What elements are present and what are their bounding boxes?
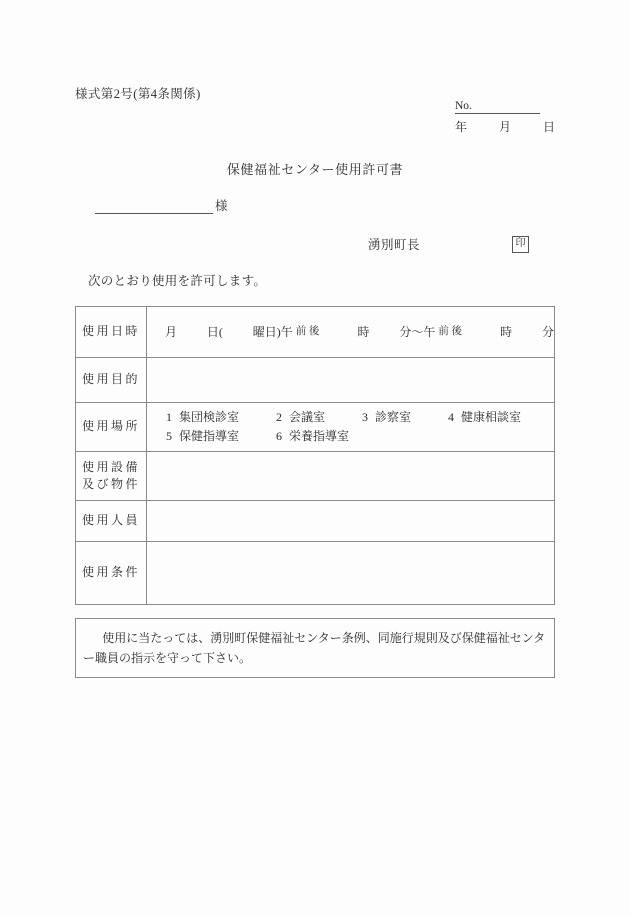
addressee-blank[interactable] bbox=[95, 199, 213, 214]
lead-statement: 次のとおり使用を許可します。 bbox=[88, 274, 267, 288]
addressee-field[interactable] bbox=[95, 196, 228, 214]
dt-weekday-label: 曜日)午 bbox=[252, 324, 293, 339]
document-number-field[interactable] bbox=[455, 100, 540, 114]
form-code: 様式第2号(第4条関係) bbox=[75, 87, 201, 101]
addressee-suffix: 様 bbox=[215, 199, 228, 213]
permit-details-table bbox=[75, 306, 555, 605]
dt-hour-label-1: 時 bbox=[357, 324, 370, 339]
place-option-3[interactable] bbox=[355, 408, 411, 427]
date-day-label: 日 bbox=[543, 120, 556, 134]
dt-ampm-pm-2[interactable]: 後 bbox=[451, 326, 462, 338]
place-number-6: 6 bbox=[276, 429, 283, 443]
issuer-name: 湧別町長 bbox=[368, 238, 421, 252]
place-option-2[interactable] bbox=[269, 408, 325, 427]
place-gap-2 bbox=[325, 408, 355, 427]
dt-ampm-am-1[interactable]: 前 bbox=[295, 326, 307, 338]
row-value-usage-equipment[interactable] bbox=[147, 452, 555, 501]
usage-note-text: 使用に当たっては、湧別町保健福祉センター条例、同施行規則及び保健福祉センター職員の指示を守って下さい。 bbox=[83, 631, 546, 666]
dt-day-label: 日( bbox=[206, 324, 223, 339]
row-label-usage-place: 使用場所 bbox=[76, 403, 147, 452]
date-year-label: 年 bbox=[455, 120, 468, 134]
table-row-usage-equipment bbox=[76, 452, 555, 501]
place-options-row-2 bbox=[159, 427, 554, 446]
place-option-5[interactable] bbox=[159, 427, 239, 446]
place-number-3: 3 bbox=[362, 409, 369, 424]
place-option-6[interactable] bbox=[269, 427, 349, 446]
dt-month-label: 月 bbox=[165, 324, 178, 339]
row-label-usage-headcount: 使用人員 bbox=[76, 501, 147, 542]
place-name-1: 集団検診室 bbox=[179, 409, 240, 424]
dt-ampm-am-2[interactable]: 前 bbox=[438, 326, 449, 338]
place-option-4[interactable] bbox=[441, 408, 521, 427]
usage-note-box bbox=[75, 618, 555, 678]
dt-minute-to-label: 分～午 bbox=[399, 324, 436, 339]
place-name-4: 健康相談室 bbox=[461, 409, 522, 424]
row-value-usage-headcount[interactable] bbox=[147, 501, 555, 542]
row-value-usage-purpose[interactable] bbox=[147, 358, 555, 403]
place-name-6: 栄養指導室 bbox=[289, 429, 350, 443]
table-row-usage-conditions bbox=[76, 542, 555, 605]
table-row-usage-headcount bbox=[76, 501, 555, 542]
row-value-usage-conditions[interactable] bbox=[147, 542, 555, 605]
place-number-5: 5 bbox=[166, 429, 172, 443]
place-number-1: 1 bbox=[166, 409, 172, 424]
issue-date-line[interactable] bbox=[455, 118, 555, 135]
place-gap-3 bbox=[411, 408, 441, 427]
row-value-usage-place[interactable] bbox=[147, 403, 555, 452]
place-number-2: 2 bbox=[276, 409, 283, 424]
dt-ampm-selector-2[interactable] bbox=[438, 326, 462, 337]
place-name-2: 会議室 bbox=[289, 409, 326, 424]
row-label-usage-purpose: 使用目的 bbox=[76, 358, 147, 403]
row-label-usage-conditions: 使用条件 bbox=[76, 542, 147, 605]
table-row-usage-purpose bbox=[76, 358, 555, 403]
place-gap-4 bbox=[239, 427, 269, 446]
date-month-label: 月 bbox=[499, 120, 512, 134]
document-number-label: No. bbox=[455, 100, 472, 112]
place-number-4: 4 bbox=[448, 409, 455, 424]
seal-stamp-icon: 印 bbox=[512, 236, 529, 253]
place-options-row-1 bbox=[159, 408, 554, 427]
dt-minute-label-2: 分 bbox=[542, 324, 555, 339]
dt-ampm-pm-1[interactable]: 後 bbox=[308, 326, 320, 338]
dt-ampm-selector-1[interactable] bbox=[296, 326, 320, 337]
row-label-usage-equipment-line2: 及び物件 bbox=[81, 477, 140, 491]
place-name-5: 保健指導室 bbox=[179, 429, 240, 443]
place-gap-1 bbox=[239, 408, 269, 427]
place-name-3: 診察室 bbox=[375, 409, 412, 424]
place-option-1[interactable] bbox=[159, 408, 239, 427]
row-label-usage-equipment bbox=[76, 452, 147, 501]
dt-hour-label-2: 時 bbox=[500, 324, 513, 339]
page-title: 保健福祉センター使用許可書 bbox=[226, 162, 404, 177]
table-row-usage-datetime bbox=[76, 307, 555, 358]
row-value-usage-datetime[interactable] bbox=[147, 307, 555, 358]
issuer-row bbox=[368, 235, 529, 253]
document-number-blank[interactable] bbox=[472, 101, 540, 114]
table-row-usage-place bbox=[76, 403, 555, 452]
row-label-usage-datetime: 使用日時 bbox=[76, 307, 147, 358]
row-label-usage-equipment-line1: 使用設備 bbox=[81, 459, 140, 474]
